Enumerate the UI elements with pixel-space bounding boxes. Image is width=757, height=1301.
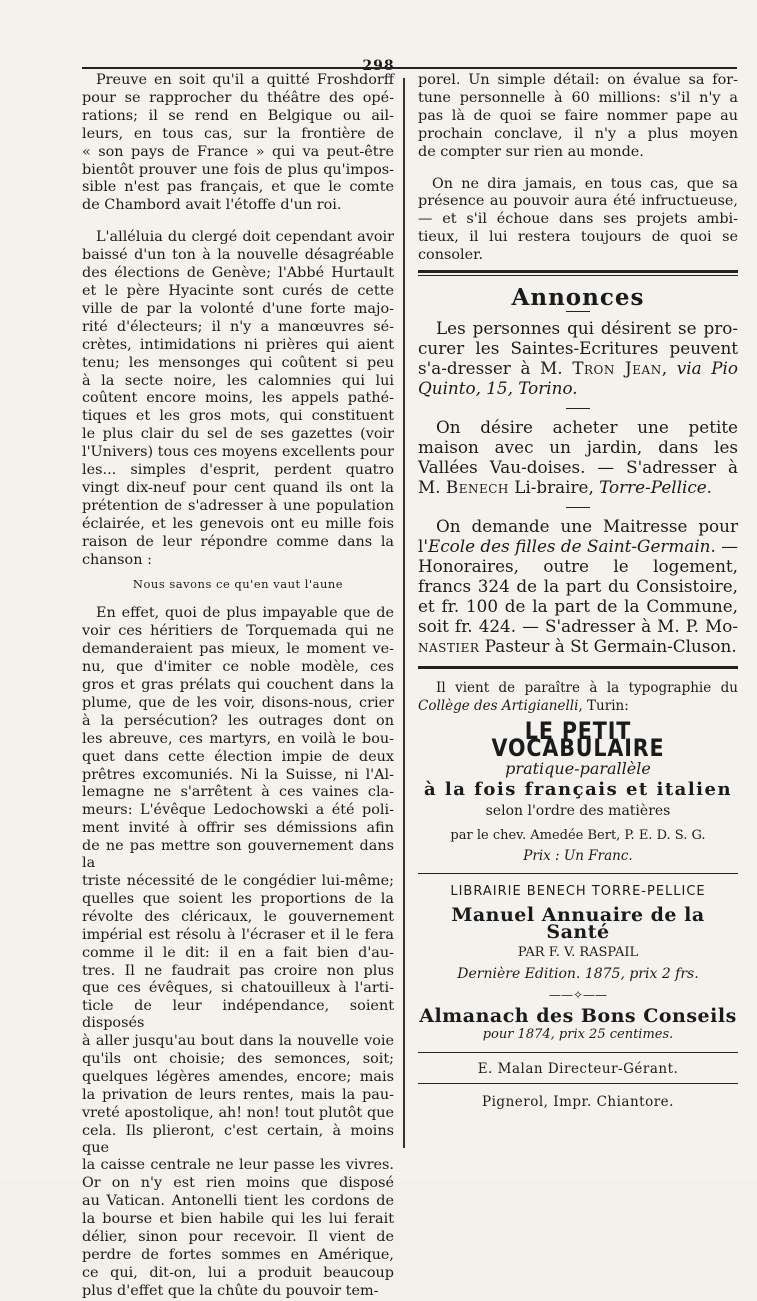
text-line: coûtent encore moins, les appels pathé-	[82, 390, 394, 407]
text-line: présence au pouvoir aura été infructueuse,	[418, 193, 738, 210]
text-line: au Vatican. Antonelli tient les cordons de	[82, 1193, 394, 1210]
text-line: comme il le dit: il en a fait bien d'au-	[82, 944, 394, 961]
advertisement-maison: On désire acheter une petite maison avec un jardin, dans les Vallées Vau-doises. — S'adresser à M. Benech Li-braire, Torre-Pellice.	[418, 416, 738, 497]
text-line: quet dans cette élection impie de deux	[82, 748, 394, 765]
vocabulaire-author: par le chev. Amedée Bert, P. E. D. S. G.	[450, 827, 706, 843]
vocabulaire-title: LE PETIT VOCABULAIRE	[491, 716, 665, 762]
text-line: — et s'il échoue dans ses projets ambi-	[418, 211, 738, 228]
text-line: à la persécution? les outrages dont on	[82, 712, 394, 729]
header-rule	[82, 67, 737, 69]
text-line: ville de par la volonté d'une forte majo-	[82, 300, 394, 317]
text-line: à la secte noire, les calomnies qui lui	[82, 372, 394, 389]
text-line: impérial est résolu à l'écraser et il le fera	[82, 926, 394, 943]
ad-contact-name: nastier	[418, 635, 480, 656]
text-line: l'Univers) tous ces moyens excellents pour	[82, 444, 395, 461]
ad-place: Torre-Pellice.	[599, 476, 713, 497]
text-line: vingt dix-neuf pour cent quand ils ont la	[82, 479, 394, 496]
text-line: baissé d'un ton à la nouvelle désagréable	[82, 247, 394, 264]
annonces-heading: Annonces	[511, 284, 645, 312]
text-line: des élections de Genève; l'Abbé Hurtault	[82, 265, 394, 282]
text-line: plume, que de les voir, disons-nous, crier	[82, 694, 394, 711]
almanach-title: Almanach des Bons Conseils	[419, 1004, 737, 1027]
text-line: tres. Il ne faudrait pas croire non plus	[82, 962, 394, 979]
ad-contact-name: Benech	[445, 476, 509, 497]
text-line: ment invité à offrir ses démissions afin	[82, 820, 394, 837]
ad-school: Ecole des filles de Saint-Germain.	[427, 535, 716, 556]
text-line: Preuve en soit qu'il a quitté Froshdorff	[96, 72, 394, 88]
right-column	[418, 72, 738, 1111]
text-line: meurs: L'évêque Ledochowski a été poli-	[82, 802, 394, 819]
text-line: rité d'électeurs; il n'y a manœuvres sé-	[82, 318, 394, 335]
text-line: Or on n'y est rien moins que disposé	[82, 1175, 394, 1192]
text-line: voir ces héritiers de Torquemada qui ne	[82, 623, 394, 640]
text-line: rations; il se rend en Belgique ou ail-	[82, 107, 394, 124]
vocabulaire-subtitle: pratique-parallèle	[505, 758, 651, 778]
paragraph-geneve-elections	[82, 229, 394, 568]
ad-contact-name: Tron Jean	[572, 357, 662, 378]
text-line: et le père Hyacinte sont curés de cette	[82, 282, 394, 299]
text-line: qu'ils ont choisie; des semonces, soit;	[82, 1051, 394, 1068]
text-line: ce qui, dit-on, lui a produit beaucoup	[82, 1264, 394, 1281]
text-line: tenu; les mensonges qui coûtent si peu	[82, 354, 394, 371]
text-line: pour se rapprocher du théâtre des opé-	[82, 89, 394, 106]
text-line: de ne pas mettre son gouvernement dans la	[82, 838, 394, 872]
librairie-heading: LIBRAIRIE BENECH TORRE-PELLICE	[450, 884, 706, 900]
text-line: porel. Un simple détail: on évalue sa for-	[418, 72, 738, 88]
section-rule	[418, 270, 738, 273]
manuel-title: Manuel Annuaire de la Santé	[451, 904, 705, 944]
text-line: leurs, en tous cas, sur la frontière de	[82, 125, 394, 142]
text-line: L'alléluia du clergé doit cependant avoir	[96, 229, 394, 246]
text-line: triste nécessité de le congédier lui-même;	[82, 872, 394, 889]
vocabulaire-intro: Il vient de paraître à la typographie du Collège des Artigianelli, Turin:	[418, 679, 738, 714]
text-line: perdre de fortes sommes en Amérique,	[82, 1247, 394, 1263]
text-line: crètes, intimidations ni prières qui aient	[82, 336, 394, 353]
manuel-edition: Dernière Edition. 1875, prix 2 frs.	[457, 965, 699, 982]
text-line: vreté apostolique, ah! non! tout plutôt que	[82, 1104, 394, 1121]
printer-line: Pignerol, Impr. Chiantore.	[482, 1094, 674, 1111]
text-line: sible n'est pas français, et que le comte	[82, 179, 394, 196]
paragraph-froshdorff	[82, 72, 394, 214]
vocabulaire-price: Prix : Un Franc.	[523, 848, 633, 865]
advertisement-ecritures: Les personnes qui désirent se pro-curer les Saintes-Ecritures peuvent s'a-dresser à M. Tron Jean, via Pio Quinto, 15, Torino.	[418, 317, 739, 398]
text-line: prochain conclave, il n'y a plus moyen	[418, 125, 738, 142]
text-line: la caisse centrale ne leur passe les vivres.	[82, 1157, 394, 1174]
text-line: à aller jusqu'au bout dans la nouvelle voie	[82, 1033, 394, 1050]
text-line: tiques et les gros mots, qui constituent	[82, 408, 394, 425]
quote-line: Nous savons ce qu'en vaut l'aune	[132, 577, 344, 592]
text-line: cela. Ils plieront, c'est certain, à moins que	[82, 1122, 394, 1156]
text-line: gros et gras prélats qui couchent dans la	[82, 677, 394, 693]
text-line: quelles que soient les proportions de la	[82, 890, 394, 907]
column-divider	[403, 78, 405, 1148]
text-line: tune personnelle à 60 millions: s'il n'y a	[418, 89, 738, 106]
text-line: On ne dira jamais, en tous cas, que sa	[432, 175, 738, 192]
text-line: prétention de s'adresser à une population	[82, 497, 394, 514]
almanach-price: pour 1874, prix 25 centimes.	[482, 1026, 674, 1042]
text-line: pas là de quoi se faire nommer pape au	[418, 107, 738, 124]
text-line: lemagne ne s'arrêtent à ces vaines cla-	[82, 784, 394, 801]
text-line: révolte des cléricaux, le gouvernement	[82, 908, 394, 925]
text-line: prêtres excomuniés. Ni la Suisse, ni l'Al-	[82, 766, 394, 783]
text-line: quelques légères amendes, encore; mais	[82, 1068, 394, 1085]
text-line: raison de leur répondre comme dans la	[82, 533, 394, 550]
text-line: nu, que d'imiter ce noble modèle, ces	[82, 659, 394, 676]
page-number: 298	[362, 58, 395, 74]
text-line: de compter sur rien au monde.	[418, 143, 644, 160]
text-line: ticle de leur indépendance, soient disposés	[82, 998, 394, 1032]
text-line: consoler.	[418, 247, 484, 264]
text-line: tieux, il lui restera toujours de quoi se	[418, 229, 738, 246]
text-line: En effet, quoi de plus impayable que de	[96, 605, 394, 622]
ad-address: via Pio Quinto, 15, Torino.	[418, 357, 739, 398]
ornament-divider: ——✧——	[548, 987, 608, 1002]
director-line: E. Malan Directeur-Gérant.	[477, 1060, 679, 1077]
left-column	[82, 72, 394, 1301]
text-line: le plus clair du sel de ses gazettes (voir	[82, 426, 394, 443]
vocabulaire-languages: à la fois français et italien	[423, 778, 733, 800]
text-line: la privation de leurs rentes, mais la pau-	[82, 1086, 394, 1103]
text-line: de Chambord avait l'étoffe d'un roi.	[82, 197, 342, 214]
text-line: la bourse et bien habile qui les lui ferait	[82, 1211, 394, 1228]
text-line: les... simples d'esprit, perdent quatro	[82, 462, 394, 479]
text-line: plus d'effet que la chûte du pouvoir tem-	[82, 1282, 379, 1299]
advertisement-maitresse: On demande une Maitresse pour l'Ecole des filles de Saint-Germain. — Honoraires, outre le logement, francs 324 de la part du Consistoire, et fr. 100 de la part de la Commune, soit fr. 424. — S'adresser à M. P. Mo-nastier Pasteur à St Germain-Cluson.	[418, 515, 738, 656]
manuel-author: PAR F. V. RASPAIL	[517, 945, 639, 961]
text-line: que ces évêques, si chatouilleux à l'arti-	[82, 980, 394, 997]
paragraph-pouvoir	[418, 176, 738, 265]
paragraph-antonelli-fortune	[418, 72, 738, 161]
paragraph-torquemada	[82, 605, 394, 1299]
text-line: les abreuve, ces martyrs, en voilà le bou-	[82, 730, 394, 747]
text-line: demanderaient pas mieux, le moment ve-	[82, 641, 394, 658]
text-line: chanson :	[82, 551, 152, 568]
text-line: délier, sinon pour recevoir. Il vient de	[82, 1229, 394, 1246]
vocabulaire-order: selon l'ordre des matières	[485, 802, 671, 819]
text-line: « son pays de France » qui va peut-être	[82, 143, 394, 160]
text-line: éclairée, et les genevois ont eu mille fois	[82, 515, 394, 532]
text-line: bientôt prouver une fois de plus qu'impos-	[82, 161, 394, 178]
